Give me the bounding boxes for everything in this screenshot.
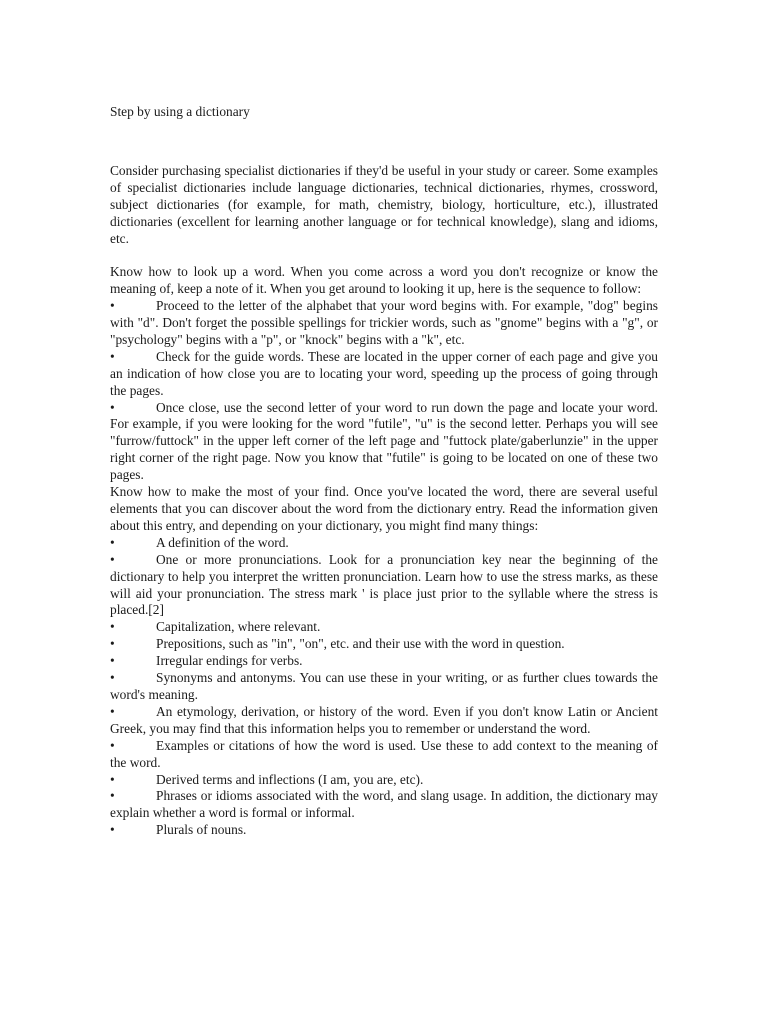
list-item: [110, 704, 658, 738]
bullet-icon: •: [110, 788, 115, 804]
list-item: [110, 772, 658, 789]
list-item: [110, 670, 658, 704]
lookup-intro-paragraph: Know how to look up a word. When you come across a word you don't recognize or know the meaning of, keep a note of it. When you get around to looking it up, here is the sequence to follow:: [110, 264, 658, 297]
list-item-text: Derived terms and inflections (I am, you are, etc).: [156, 771, 424, 787]
list-item: [110, 349, 658, 400]
bullet-icon: •: [110, 348, 115, 364]
list-item-text: Synonyms and antonyms. You can use these in your writing, or as further clues towards the word's meaning.: [110, 670, 658, 702]
list-item: [110, 400, 658, 485]
bullet-icon: •: [110, 298, 115, 314]
bullet-icon: •: [110, 653, 115, 669]
bullet-icon: •: [110, 771, 115, 787]
list-item-text: Check for the guide words. These are located in the upper corner of each page and give you an indication of how close you are to locating your word, speeding up the process of going through the pages.: [110, 348, 658, 398]
list-item-text: Irregular endings for verbs.: [156, 653, 303, 669]
list-item-text: Phrases or idioms associated with the word, and slang usage. In addition, the dictionary may explain whether a word is formal or informal.: [110, 788, 658, 821]
find-items-list: [110, 535, 658, 839]
lookup-steps-list: [110, 298, 658, 484]
bullet-icon: •: [110, 534, 115, 550]
list-item: [110, 653, 658, 670]
list-item: [110, 822, 658, 839]
bullet-icon: •: [110, 636, 115, 652]
list-item-text: Examples or citations of how the word is used. Use these to add context to the meaning of the word.: [110, 737, 658, 770]
list-item-text: One or more pronunciations. Look for a pronunciation key near the beginning of the dictionary to help you interpret the written pronunciation. Learn how to use the stress marks, as these will aid your pronunciation. The stress mark ' is place just prior to the syllable where the stress is placed.[2]: [110, 551, 658, 618]
list-item: [110, 788, 658, 822]
intro-paragraph: Consider purchasing specialist dictionaries if they'd be useful in your study or career. Some examples of specialist dictionaries include language dictionaries, technical dictionaries, rhymes, crossword, subject dictionaries (for example, for math, chemistry, biology, horticulture, etc.), illustrated dictionaries (excellent for learning another language or for technical knowledge), slang and idioms, etc.: [110, 162, 658, 246]
list-item: [110, 552, 658, 620]
list-item-text: Prepositions, such as "in", "on", etc. and their use with the word in question.: [156, 636, 565, 652]
list-item: [110, 619, 658, 636]
document-title: Step by using a dictionary: [110, 104, 250, 119]
find-intro-paragraph: Know how to make the most of your find. Once you've located the word, there are several useful elements that you can discover about the word from the dictionary entry. Read the information given about this entry, and depending on your dictionary, you might find many things:: [110, 484, 658, 533]
paragraph-spacer: [110, 247, 658, 264]
list-item-text: Proceed to the letter of the alphabet that your word begins with. For example, "dog" begins with "d". Don't forget the possible spellings for trickier words, such as "gnome" begins with a "g", or "psychology" begins with a "p", or "knock" begins with a "k", etc.: [110, 298, 658, 347]
bullet-icon: •: [110, 619, 115, 635]
list-item: [110, 298, 658, 349]
bullet-icon: •: [110, 737, 115, 753]
bullet-icon: •: [110, 822, 115, 838]
list-item-text: Plurals of nouns.: [156, 822, 247, 838]
bullet-icon: •: [110, 703, 115, 719]
list-item-text: A definition of the word.: [156, 534, 289, 550]
bullet-icon: •: [110, 551, 115, 567]
list-item-text: Capitalization, where relevant.: [156, 619, 321, 635]
list-item: [110, 738, 658, 772]
bullet-icon: •: [110, 399, 115, 415]
bullet-icon: •: [110, 670, 115, 686]
list-item-text: Once close, use the second letter of your word to run down the page and locate your word. For example, if you were looking for the word "futile", "u" is the second letter. Perhaps you will see "furrow/futtock" in the upper left corner of the left page and "futtock plate/gaberlunzie" in the upper right corner of the right page. Now you know that "futile" is going to be located on one of these two pages.: [110, 399, 658, 483]
document-page: [110, 104, 658, 839]
list-item: [110, 636, 658, 653]
list-item: [110, 535, 658, 552]
list-item-text: An etymology, derivation, or history of the word. Even if you don't know Latin or Ancient Greek, you may find that this information helps you to remember or understand the word.: [110, 703, 658, 736]
